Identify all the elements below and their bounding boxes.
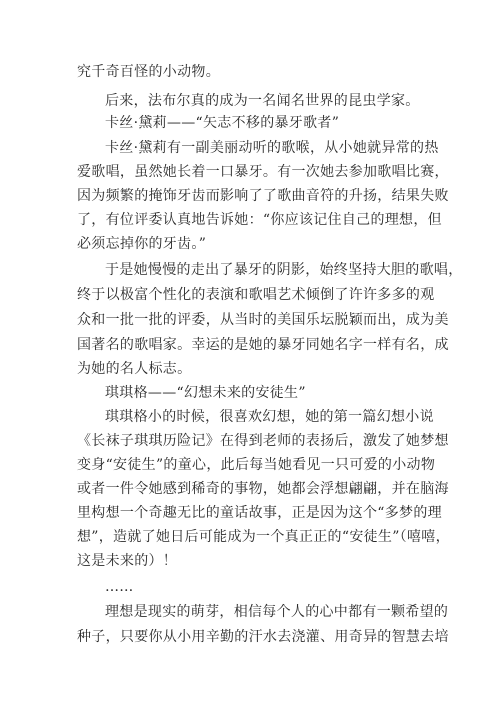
text-line: 众和一批一批的评委，从当时的美国乐坛脱颖而出，成为美 [77,312,449,328]
ellipsis-line: …… [105,579,134,595]
text-line: 因为频繁的掩饰牙齿而影响了了歌曲音符的升扬，结果失败 [77,188,449,204]
text-line: 爱歌唱，虽然她长着一口暴牙。有一次她去参加歌唱比赛， [77,164,449,180]
section-heading: 卡丝·黛莉——“矢志不移的暴牙歌者” [105,115,340,131]
text-line: 种子，只要你从小用辛勤的汗水去浇灌、用奇异的智慧去培 [77,629,449,645]
text-line: 于是她慢慢的走出了暴牙的阴影，始终坚持大胆的歌唱， [105,262,463,278]
text-line: 后来，法布尔真的成为一名闻名世界的昆虫学家。 [105,93,420,109]
text-line: 卡丝·黛莉有一副美丽动听的歌喉，从小她就异常的热 [105,140,439,156]
text-line: 里构想一个奇趣无比的童话故事，正是因为这个“多梦的理 [77,505,442,521]
text-line: 为她的名人标志。 [77,361,192,377]
text-line: 终于以极富个性化的表演和歌唱艺术倾倒了许许多多的观 [77,287,435,303]
text-line: 或者一件令她感到稀奇的事物，她都会浮想翩翩，并在脑海 [77,481,449,497]
section-heading: 琪琪格——“幻想未来的安徒生” [105,385,306,401]
text-line: 国著名的歌唱家。幸运的是她的暴牙同她名字一样有名，成 [77,337,449,353]
text-line: 究千奇百怪的小动物。 [77,64,220,80]
text-line: 《长袜子琪琪历险记》在得到老师的表扬后，激发了她梦想 [77,433,449,449]
text-line: 必须忘掉你的牙齿。” [77,236,207,252]
text-line: 想”，造就了她日后可能成为一个真正正的“安徒生”（嘻嘻， [77,529,450,545]
text-line: 了，有位评委认真地告诉她：“你应该记住自己的理想，但 [77,212,442,228]
text-line: 这是未来的）！ [77,553,178,569]
text-line: 理想是现实的萌芽，相信每个人的心中都有一颗希望的 [105,604,449,620]
text-line: 变身“安徒生”的童心，此后每当她看见一只可爱的小动物 [77,457,436,473]
text-line: 琪琪格小的时候，很喜欢幻想，她的第一篇幻想小说 [105,409,434,425]
